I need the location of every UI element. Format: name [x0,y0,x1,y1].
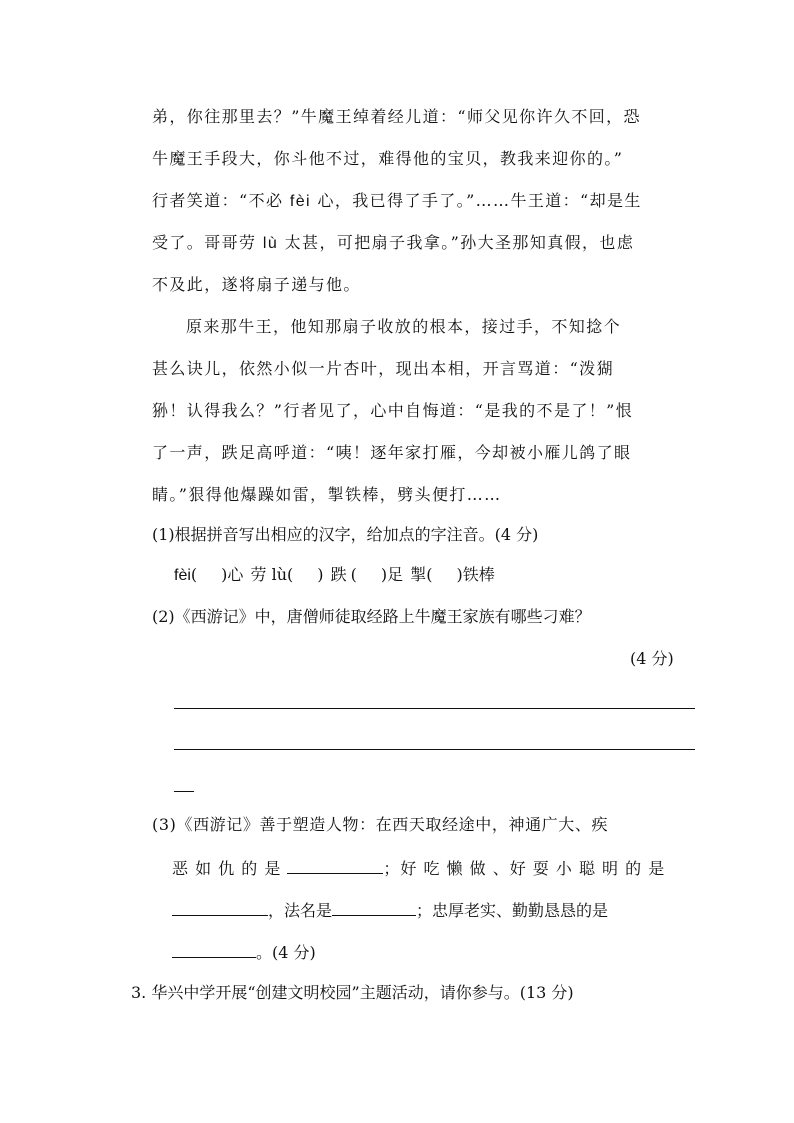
question-1-prompt: (1)根据拼音写出相应的汉字，给加点的字注音。(4 分) [152,525,539,544]
q1-item-4-label: 掣 [410,565,427,584]
q3-text: 。(4 分) [256,943,316,962]
question-3-line-1: (3)《西游记》善于塑造人物：在西天取经途中，神通广大、疾 [152,815,609,834]
passage-text: 心，我已得了手了。”……牛王道：“却是生 [310,191,642,210]
answer-line-2[interactable] [174,749,695,750]
passage-line-4 [152,233,634,254]
question-1-items [174,565,495,586]
passage-line-2: 牛魔王手段大，你斗他不过，难得他的宝贝，教我来迎你的。” [152,149,624,168]
q3-blank-1[interactable] [287,857,383,874]
passage-text: 太甚，可把扇子我拿。”孙大圣那知真假，也虑 [278,233,635,252]
q1-item-2-label: 劳 lù [250,565,288,584]
q3-text: ；好 吃 懒 做 、好 耍 小 聪 明 的 是 [383,859,666,878]
answer-line-1[interactable] [174,708,695,709]
q1-item-1-suffix: 心 [227,565,244,584]
passage-text: 受了。哥哥劳 [152,233,263,252]
question-2-prompt: (2)《西游记》中，唐僧师徒取经路上牛魔王家族有哪些刁难？ [152,607,591,626]
passage-line-5: 不及此，遂将扇子递与他。 [152,275,361,294]
q1-item-4-close: ) [456,565,463,584]
passage-line-7: 甚么诀儿，依然小似一片杏叶，现出本相，开言骂道：“泼猢 [152,359,614,378]
question-3-line-4 [172,941,316,963]
question-3-line-3 [172,899,608,921]
pinyin-fei: fèi [289,193,311,210]
q3-text: ；忠厚老实、勤勤恳恳的是 [416,901,609,920]
q1-item-4-suffix: 铁棒 [462,565,495,584]
question-3-line-2 [172,857,665,879]
passage-line-8: 狲！认得我么？”行者见了，心中自悔道：“是我的不是了！”恨 [152,401,634,420]
passage-text: 行者笑道：“不必 [152,191,290,210]
q3-blank-2[interactable] [172,899,268,916]
passage-line-6: 原来那牛王，他知那扇子收放的根本，接过手，不知捻个 [186,317,622,336]
pinyin-lu: lù [262,235,279,252]
passage-line-9: 了一声，跌足高呼道：“咦！逐年家打雁，今却被小雁儿鸽了眼 [152,443,632,462]
q1-item-4-open: ( [426,565,433,584]
q1-item-3-close: ) [380,565,388,584]
q1-item-2-close: ) [317,565,324,584]
q1-item-3-suffix: 足 [387,565,404,584]
q3-blank-4[interactable] [172,941,256,958]
q1-item-1-open: ( [190,565,198,584]
q3-text: 恶 如 仇 的 是 [172,859,282,878]
question-2-score: (4 分) [630,649,674,668]
q1-item-3-label: 跌 [330,565,347,584]
passage-line-3 [152,191,642,212]
q1-item-1-pinyin: fèi [174,567,191,584]
q3-blank-3[interactable] [332,899,416,916]
q1-item-1-close: ) [221,565,228,584]
q1-item-3-open: ( [350,565,357,584]
passage-line-1: 弟，你往那里去？”牛魔王绰着经儿道：“师父见你许久不回，恐 [152,107,641,126]
q3-text: ，法名是 [268,901,333,920]
answer-line-3[interactable] [174,791,194,792]
q1-item-2-open: ( [287,565,294,584]
passage-line-10: 睛。”狠得他爆躁如雷，掣铁棒，劈头便打…… [152,485,502,504]
main-question-3: 3. 华兴中学开展“创建文明校园”主题活动，请你参与。(13 分) [131,983,574,1002]
